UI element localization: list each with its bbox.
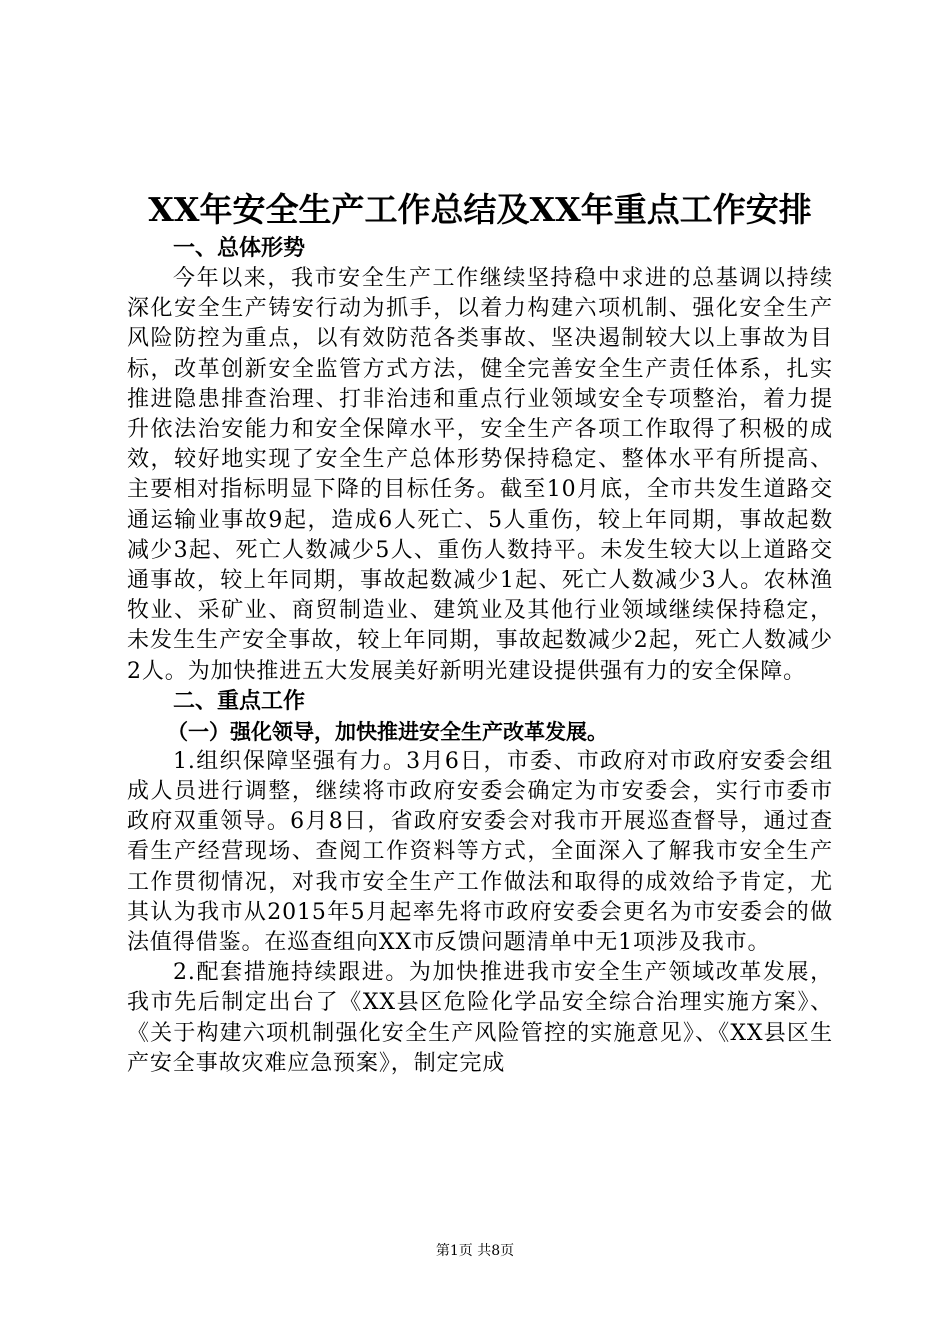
document-title: XX年安全生产工作总结及XX年重点工作安排 — [148, 190, 812, 229]
paragraph-overall-situation: 今年以来，我市安全生产工作继续坚持稳中求进的总基调以持续深化安全生产铸安行动为抓手，以着力构建六项机制、强化安全生产风险防控为重点，以有效防范各类事故、坚决遏制较大以上事故为目标，改革创新安全监管方式方法，健全完善安全生产责任体系，扎实推进隐患排查治理、打非治违和重点行业领域安全专项整治，着力提升依法治安能力和安全保障水平，安全生产各项工作取得了积极的成效，较好地实现了安全生产总体形势保持稳定、整体水平有所提高、主要相对指标明显下降的目标任务。截至10月底，全市共发生道路交通运输业事故9起，造成6人死亡、5人重伤，较上年同期，事故起数减少3起、死亡人数减少5人、重伤人数持平。未发生较大以上道路交通事故，较上年同期，事故起数减少1起、死亡人数减少3人。农林渔牧业、采矿业、商贸制造业、建筑业及其他行业领域继续保持稳定，未发生生产安全事故，较上年同期，事故起数减少2起，死亡人数减少2人。为加快推进五大发展美好新明光建设提供强有力的安全保障。 — [127, 266, 833, 684]
document-body — [127, 186, 833, 1079]
section-heading-overall-situation: 一、总体形势 — [173, 236, 306, 261]
section-heading-key-work: 二、重点工作 — [173, 688, 306, 714]
paragraph-organizational-guarantee: 1.组织保障坚强有力。3月6日，市委、市政府对市政府安委会组成人员进行调整，继续将市政府安委会确定为市安委会，实行市委市政府双重领导。6月8日，省政府安委会对我市开展巡查督导，通过查看生产经营现场、查阅工作资料等方式，全面深入了解我市安全生产工作贯彻情况，对我市安全生产工作做法和取得的成效给予肯定，尤其认为我市从2015年5月起率先将市政府安委会更名为市安委会的做法值得借鉴。在巡查组向XX市反馈问题清单中无1项涉及我市。 — [127, 748, 833, 956]
paragraph-supporting-measures: 2.配套措施持续跟进。为加快推进我市安全生产领域改革发展，我市先后制定出台了《XX县区危险化学品安全综合治理实施方案》、《关于构建六项机制强化安全生产风险管控的实施意见》、《XX县区生产安全事故灾难应急预案》，制定完成 — [127, 960, 833, 1076]
page-footer: 第1页 共8页 — [435, 1243, 515, 1259]
subsection-heading-leadership: （一）强化领导，加快推进安全生产改革发展。 — [167, 719, 608, 744]
